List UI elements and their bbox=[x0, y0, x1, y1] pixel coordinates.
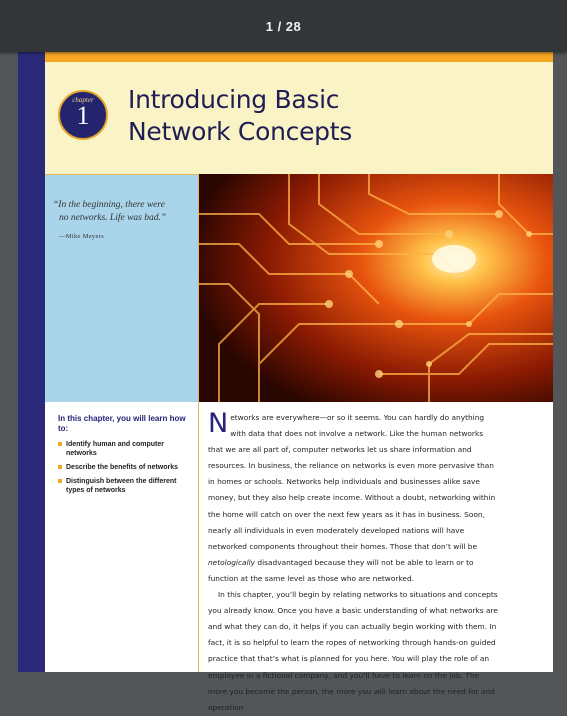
bullet-square-icon bbox=[58, 479, 62, 483]
bullet-square-icon bbox=[58, 442, 62, 446]
body-paragraph-1: Networks are everywhere—or so it seems. You can hardly do anything with data that does not involve a network. Like the human networks that we are all part of, computer networks let us share information and resources. In business, the reliance on networks is even more pervasive than in homes or schools. Networks help individuals and businesses alike save money, but they also help create income. Without a doubt, networking within the home will catch on over the next few years as it has in business. Soon, nearly all individuals in even moderately developed nations will have networked components throughout their homes. Those that don’t will be netologically disadvantaged because they will not be able to learn or to function at the same level as those who are networked. bbox=[208, 408, 496, 583]
epigraph-author: —Mike Meyers bbox=[59, 233, 104, 240]
circuit-board-photo bbox=[199, 174, 553, 402]
epigraph-line1: “In the beginning, there were bbox=[53, 200, 165, 210]
chapter-body-text bbox=[208, 410, 500, 716]
bullet-square-icon bbox=[58, 465, 62, 469]
chapter-title-line2: Network Concepts bbox=[128, 117, 352, 146]
drop-cap: N bbox=[208, 408, 229, 439]
objective-item: Distinguish between the different types of networks bbox=[58, 477, 194, 495]
pdf-toolbar bbox=[0, 0, 567, 52]
epigraph-panel bbox=[45, 174, 199, 402]
body-paragraph-2: In this chapter, you’ll begin by relating networks to situations and concepts you already know. Once you have a basic understanding of what networks are and what they can do, it helps if you can actually begin working with them. In fact, it is so helpful to learn the ropes of networking through hands-on guided practice that that’s what is planned for you here. You will play the role of an employee in a fictional company, and you’ll have to learn on the job. The more you become the person, the more you will learn about the need for and operation bbox=[208, 590, 498, 712]
objective-item: Identify human and computer networks bbox=[58, 440, 194, 458]
top-accent-bar bbox=[18, 52, 553, 62]
page-indicator: 1 / 28 bbox=[265, 18, 302, 34]
left-accent-band bbox=[18, 52, 45, 672]
chapter-title bbox=[128, 84, 528, 148]
epigraph-quote bbox=[53, 199, 193, 225]
chapter-header bbox=[45, 62, 553, 174]
objectives-heading: In this chapter, you will learn how to: bbox=[58, 414, 186, 433]
chapter-badge bbox=[58, 90, 108, 140]
learning-objectives bbox=[45, 402, 199, 672]
epigraph-line2: no networks. Life was bad.” bbox=[59, 213, 167, 223]
chapter-number: 1 bbox=[76, 101, 90, 130]
pdf-page bbox=[18, 52, 553, 712]
objective-item: Describe the benefits of networks bbox=[58, 463, 194, 472]
chapter-title-line1: Introducing Basic bbox=[128, 85, 340, 114]
objectives-list bbox=[58, 440, 194, 500]
chapter-word: chapter bbox=[72, 96, 94, 104]
